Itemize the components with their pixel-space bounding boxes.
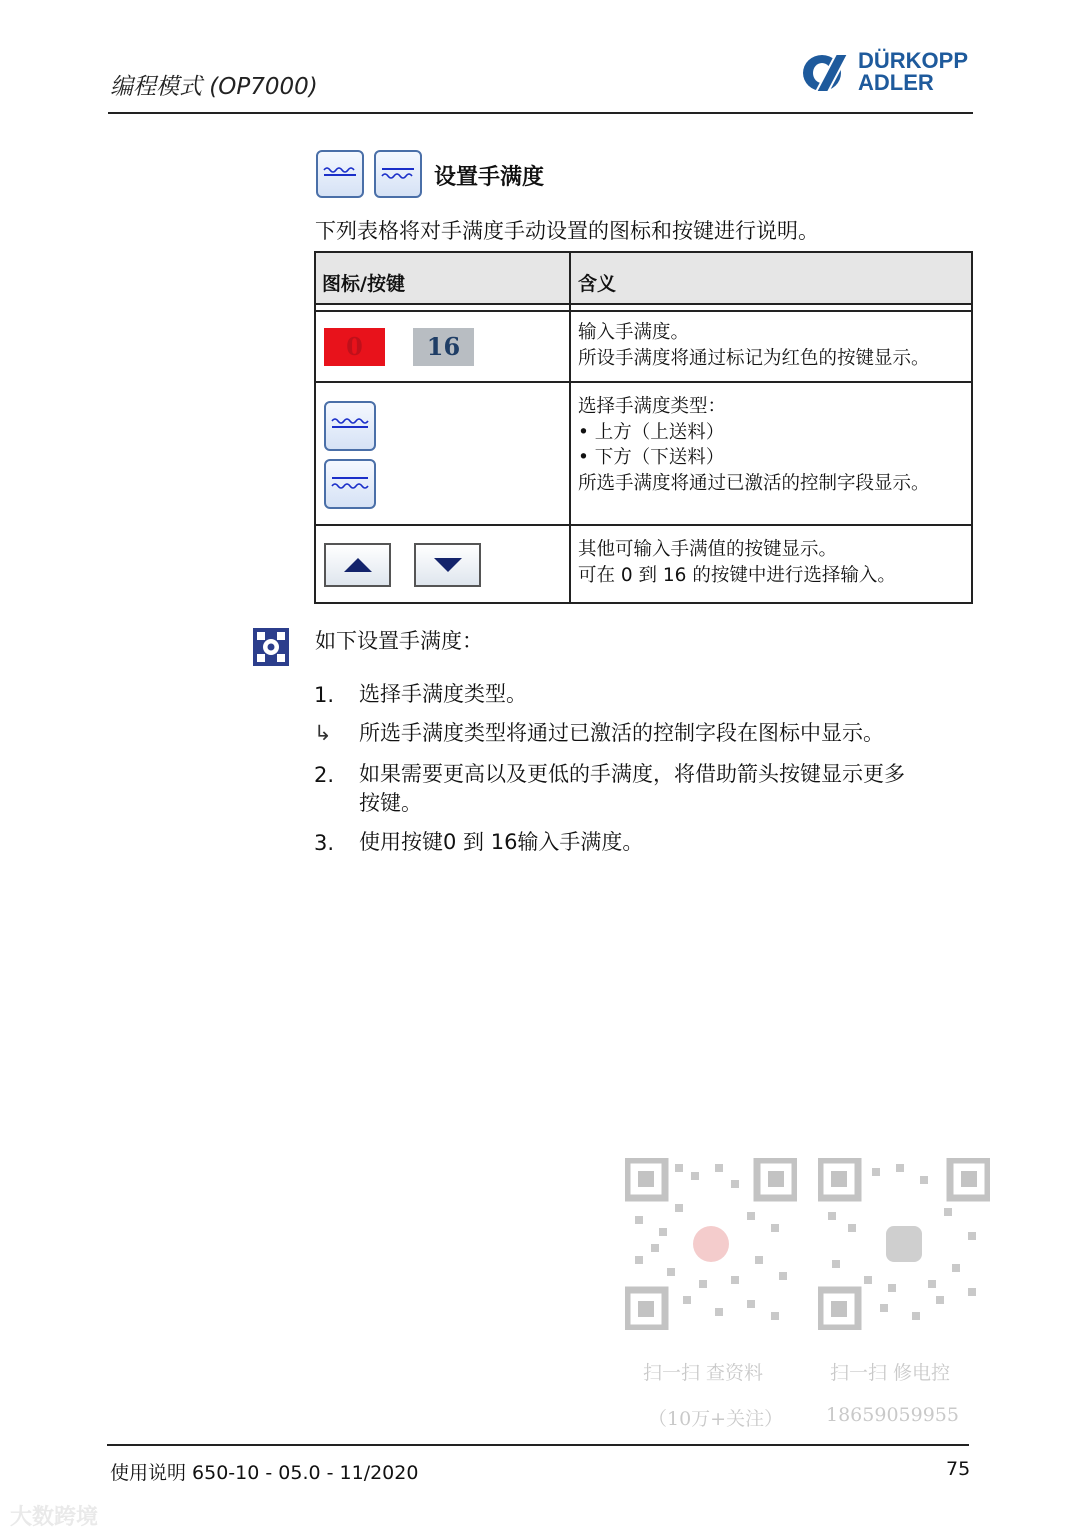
qr-code-left — [625, 1158, 797, 1330]
table-header-icon-key: 图标/按键 — [322, 273, 405, 295]
value-key: 16 — [413, 328, 474, 366]
feed-lower-icon — [324, 459, 376, 509]
page-number: 75 — [946, 1458, 971, 1480]
table-divider — [314, 303, 973, 305]
table-column-divider — [569, 251, 571, 604]
qr-code-right — [818, 1158, 990, 1330]
arrow-up-icon — [324, 543, 391, 587]
footer-document-info: 使用说明 650-10 - 05.0 - 11/2020 — [110, 1462, 419, 1484]
step-marker: 2. — [314, 763, 335, 787]
feed-lower-icon — [374, 150, 422, 198]
step-text: 选择手满度类型。 — [359, 682, 527, 706]
header-rule — [108, 112, 973, 114]
table-row-3-meaning: 其他可输入手满值的按键显示。 可在 0 到 16 的按键中进行选择输入。 — [578, 539, 896, 586]
logo-text-line1: DÜRKOPP — [858, 48, 969, 73]
logo-mark-icon — [800, 52, 854, 94]
qr-left-subcaption: （10万+关注） — [648, 1408, 784, 1430]
step-text: 使用按键0 到 16输入手满度。 — [359, 830, 644, 854]
arrow-down-icon — [414, 543, 481, 587]
section-title: 设置手满度 — [434, 165, 545, 190]
selected-value-key: 0 — [324, 328, 385, 366]
footer-rule — [107, 1444, 969, 1446]
logo-text-line2: ADLER — [858, 70, 934, 95]
table-row-1-meaning: 输入手满度。 所设手满度将通过标记为红色的按键显示。 — [578, 322, 930, 369]
watermark: 大数跨境 — [10, 1505, 99, 1530]
procedure-icon — [253, 628, 289, 666]
step-result-text: 所选手满度类型将通过已激活的控制字段在图标中显示。 — [359, 721, 884, 745]
feed-upper-icon — [316, 150, 364, 198]
procedure-lead: 如下设置手满度： — [315, 629, 483, 653]
qr-right-subcaption: 18659059955 — [826, 1404, 959, 1426]
step-marker: 3. — [314, 831, 335, 855]
feed-upper-icon — [324, 401, 376, 451]
table-row-2-meaning: 选择手满度类型： • 上方（上送料） • 下方（下送料） 所选手满度将通过已激活的控制字段显示。 — [578, 396, 930, 494]
result-arrow-icon: ↳ — [314, 721, 332, 745]
table-divider — [314, 310, 973, 312]
page-header-title: 编程模式 (OP7000) — [110, 74, 318, 100]
table-header-meaning: 含义 — [578, 273, 617, 295]
qr-right-caption: 扫一扫 修电控 — [830, 1362, 951, 1384]
section-intro: 下列表格将对手满度手动设置的图标和按键进行说明。 — [315, 219, 819, 243]
qr-left-caption: 扫一扫 查资料 — [643, 1362, 764, 1384]
step-marker: 1. — [314, 683, 335, 707]
brand-logo — [800, 50, 975, 98]
step-text: 如果需要更高以及更低的手满度，将借助箭头按键显示更多 按键。 — [359, 762, 905, 815]
table-divider — [314, 381, 973, 383]
table-divider — [314, 524, 973, 526]
